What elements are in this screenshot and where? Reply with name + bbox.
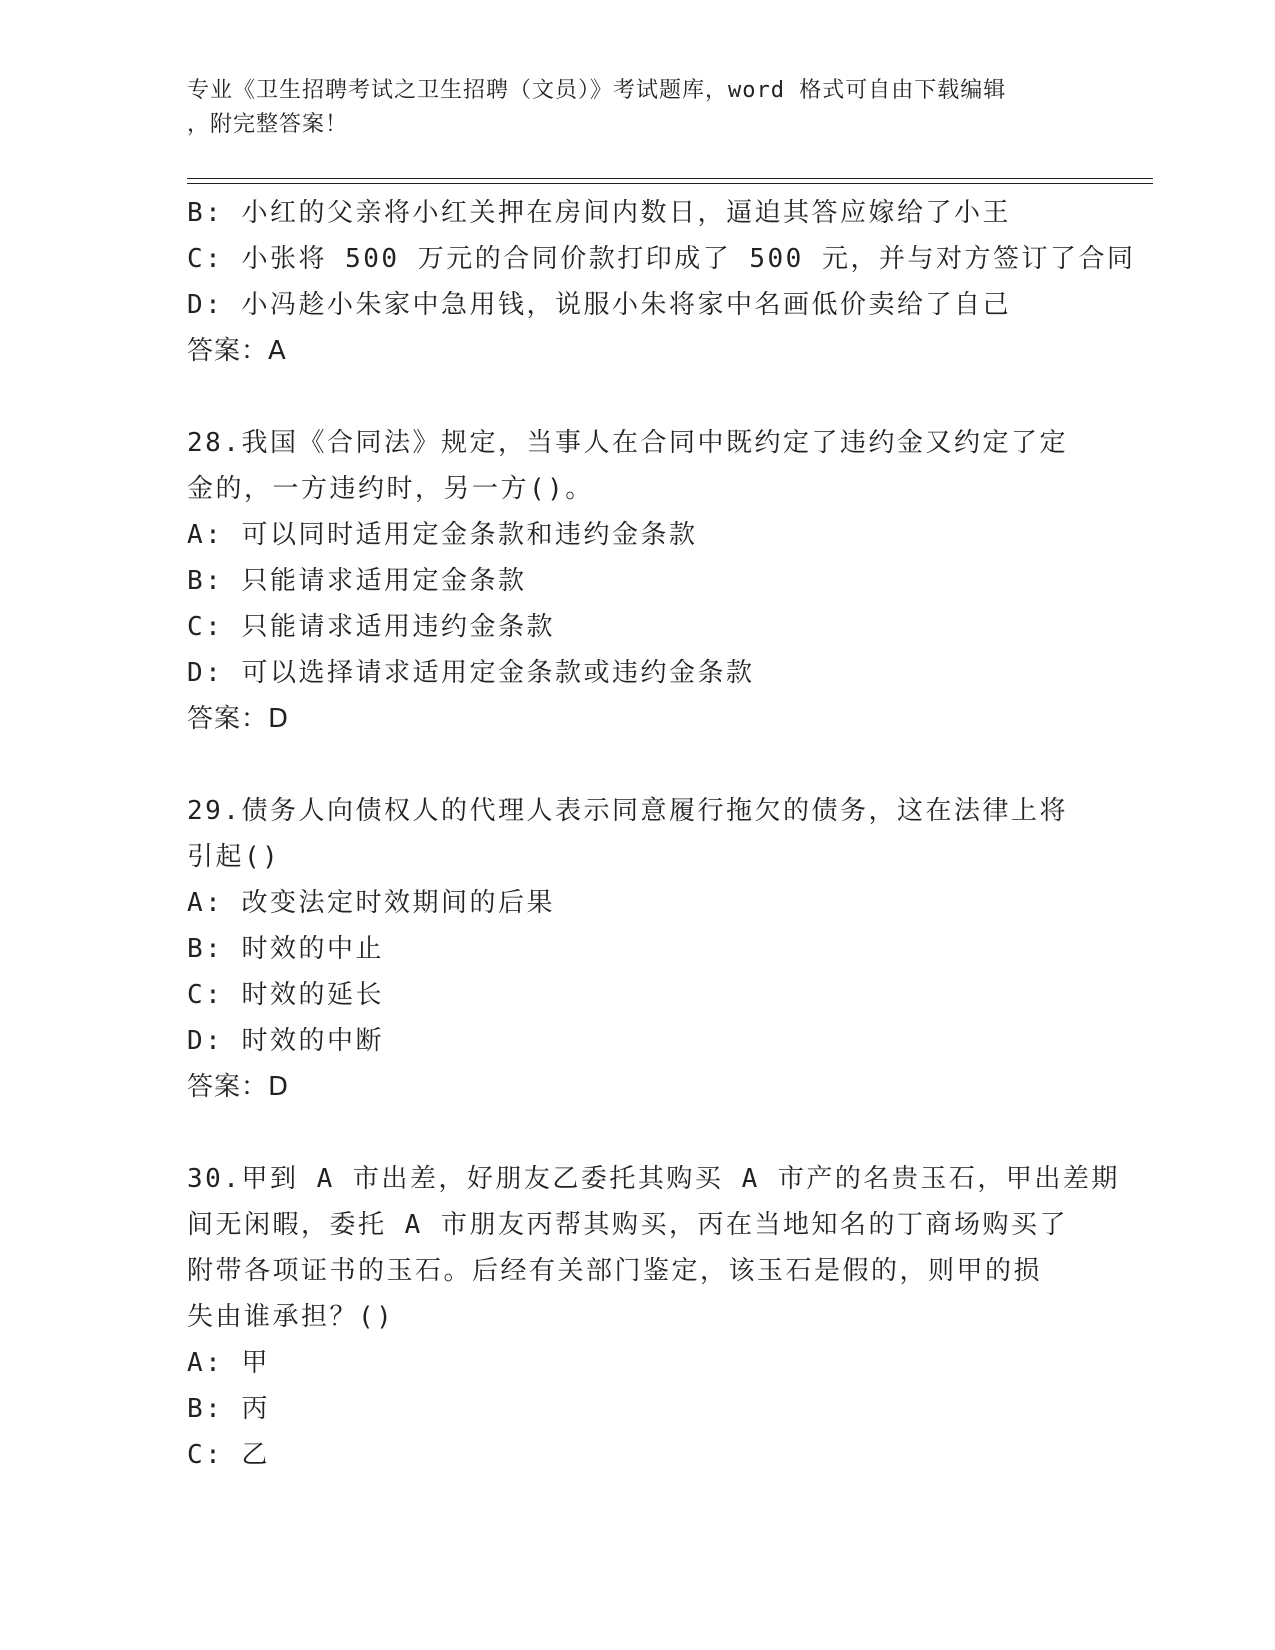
document-header bbox=[187, 74, 1087, 142]
option-c: C: 只能请求适用违约金条款 bbox=[187, 612, 555, 642]
option-b: B: 只能请求适用定金条款 bbox=[187, 566, 527, 596]
header-rule-top bbox=[187, 178, 1153, 179]
option-b: B: 丙 bbox=[187, 1394, 270, 1424]
header-line-1: 专业《卫生招聘考试之卫生招聘（文员）》考试题库，word 格式可自由下载编辑 bbox=[187, 78, 1007, 103]
option-d: D: 可以选择请求适用定金条款或违约金条款 bbox=[187, 658, 755, 688]
question-stem-line: 金的，一方违约时，另一方()。 bbox=[187, 474, 594, 504]
option-c: C: 小张将 500 万元的合同价款打印成了 500 元，并与对方签订了合同 bbox=[187, 244, 1136, 274]
spacer bbox=[187, 374, 1087, 420]
option-c: C: 乙 bbox=[187, 1440, 270, 1470]
spacer bbox=[187, 742, 1087, 788]
question-stem-line: 29.债务人向债权人的代理人表示同意履行拖欠的债务，这在法律上将 bbox=[187, 796, 1068, 826]
answer: 答案：A bbox=[187, 336, 287, 366]
option-a: A: 改变法定时效期间的后果 bbox=[187, 888, 555, 918]
question-29 bbox=[187, 788, 1087, 1110]
question-28 bbox=[187, 420, 1087, 742]
question-stem-line: 28.我国《合同法》规定，当事人在合同中既约定了违约金又约定了定 bbox=[187, 428, 1068, 458]
answer: 答案：D bbox=[187, 704, 290, 734]
option-b: B: 时效的中止 bbox=[187, 934, 384, 964]
option-a: A: 可以同时适用定金条款和违约金条款 bbox=[187, 520, 698, 550]
question-30 bbox=[187, 1156, 1120, 1478]
question-27-continuation bbox=[187, 190, 1136, 374]
header-line-2: ，附完整答案！ bbox=[187, 112, 349, 137]
question-stem-line: 引起() bbox=[187, 842, 281, 872]
answer: 答案：D bbox=[187, 1072, 290, 1102]
question-stem-line: 30.甲到 A 市出差，好朋友乙委托其购买 A 市产的名贵玉石，甲出差期 bbox=[187, 1164, 1120, 1194]
option-d: D: 时效的中断 bbox=[187, 1026, 384, 1056]
question-stem-line: 间无闲暇，委托 A 市朋友丙帮其购买，丙在当地知名的丁商场购买了 bbox=[187, 1210, 1068, 1240]
header-rule-bottom bbox=[187, 183, 1153, 184]
option-a: A: 甲 bbox=[187, 1348, 270, 1378]
option-b: B: 小红的父亲将小红关押在房间内数日，逼迫其答应嫁给了小王 bbox=[187, 198, 1011, 228]
question-stem-line: 附带各项证书的玉石。后经有关部门鉴定，该玉石是假的，则甲的损 bbox=[187, 1256, 1043, 1286]
option-c: C: 时效的延长 bbox=[187, 980, 384, 1010]
question-stem-line: 失由谁承担？() bbox=[187, 1302, 395, 1332]
document-body bbox=[187, 190, 1136, 1478]
spacer bbox=[187, 1110, 1087, 1156]
option-d: D: 小冯趁小朱家中急用钱，说服小朱将家中名画低价卖给了自己 bbox=[187, 290, 1011, 320]
